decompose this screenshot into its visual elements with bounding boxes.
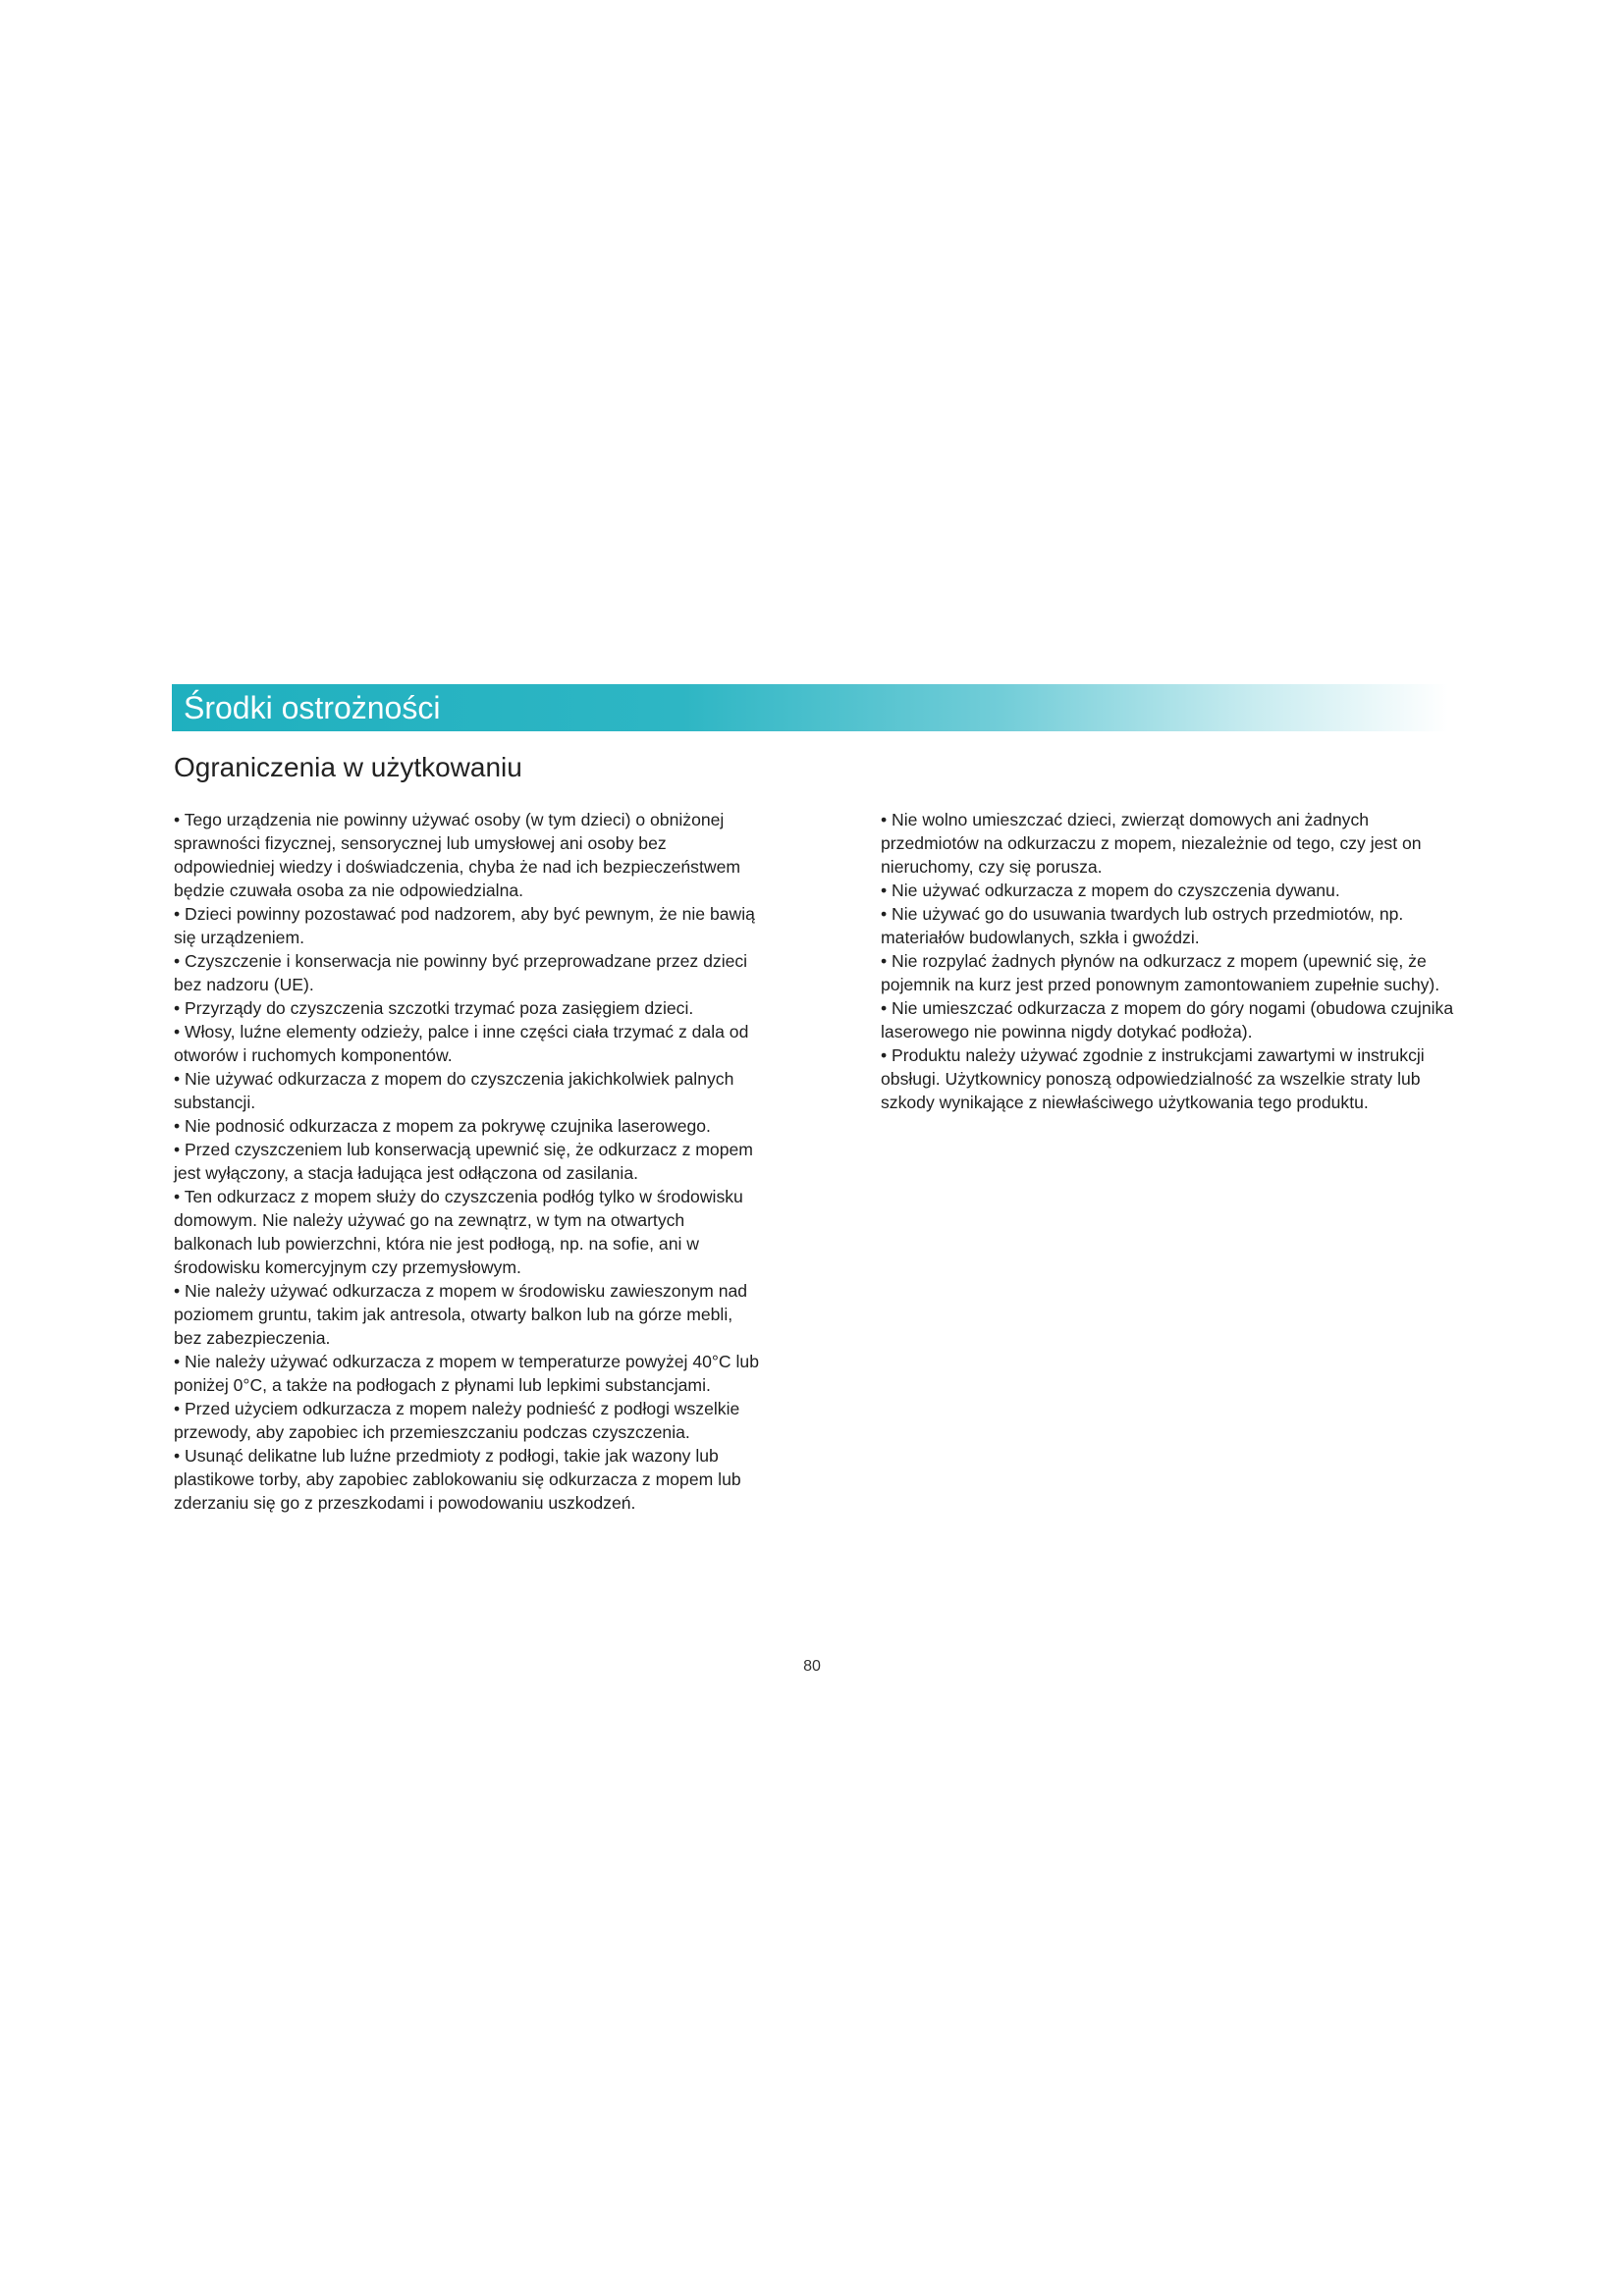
left-paragraph: • Przed użyciem odkurzacza z mopem należy podnieść z podłogi wszelkie przewody, aby zapobiec ich przemieszczaniu podczas czyszczenia. [174,1399,740,1442]
right-paragraph: • Nie używać go do usuwania twardych lub ostrych przedmiotów, np. materiałów budowlanych, szkła i gwoździ. [881,904,1404,947]
left-column [174,808,763,1515]
left-paragraph: • Czyszczenie i konserwacja nie powinny być przeprowadzane przez dzieci bez nadzoru (UE). [174,951,748,994]
left-paragraph: • Włosy, luźne elementy odzieży, palce i inne części ciała trzymać z dala od otworów i ruchomych komponentów. [174,1022,749,1065]
right-paragraph: • Nie używać odkurzacza z mopem do czyszczenia dywanu. [881,881,1340,900]
left-paragraph: • Tego urządzenia nie powinny używać osoby (w tym dzieci) o obniżonej sprawności fizycznej, sensorycznej lub umysłowej ani osoby bez odpowiedniej wiedzy i doświadczenia, chyba że nad ich bezpieczeństwem będzie czuwała osoba za nie odpowiedzialna. [174,810,741,900]
section-title-bar [172,684,1448,731]
page-number: 80 [803,1658,821,1675]
right-column [881,808,1470,1114]
left-paragraph: • Ten odkurzacz z mopem służy do czyszczenia podłóg tylko w środowisku domowym. Nie należy używać go na zewnątrz, w tym na otwartych balkonach lub powierzchni, która nie jest podłogą, np. na sofie, ani w środowisku komercyjnym czy przemysłowym. [174,1187,743,1277]
left-paragraph: • Usunąć delikatne lub luźne przedmioty z podłogi, takie jak wazony lub plastikowe torby, aby zapobiec zablokowaniu się odkurzacza z mopem lub zderzaniu się go z przeszkodami i powodowaniu uszkodzeń. [174,1446,741,1513]
left-paragraph: • Nie podnosić odkurzacza z mopem za pokrywę czujnika laserowego. [174,1116,711,1136]
right-paragraph: • Nie rozpylać żadnych płynów na odkurzacz z mopem (upewnić się, że pojemnik na kurz jest przed ponownym zamontowaniem zupełnie suchy). [881,951,1440,994]
left-paragraph: • Przyrządy do czyszczenia szczotki trzymać poza zasięgiem dzieci. [174,998,694,1018]
left-paragraph: • Nie należy używać odkurzacza z mopem w temperaturze powyżej 40°C lub poniżej 0°C, a także na podłogach z płynami lub lepkimi substancjami. [174,1352,759,1395]
left-paragraph: • Nie używać odkurzacza z mopem do czyszczenia jakichkolwiek palnych substancji. [174,1069,734,1112]
subsection-title: Ograniczenia w użytkowaniu [174,752,522,782]
right-paragraph: • Produktu należy używać zgodnie z instrukcjami zawartymi w instrukcji obsługi. Użytkownicy ponoszą odpowiedzialność za wszelkie straty lub szkody wynikające z niewłaściwego użytkowania tego produktu. [881,1045,1425,1112]
left-paragraph: • Nie należy używać odkurzacza z mopem w środowisku zawieszonym nad poziomem gruntu, takim jak antresola, otwarty balkon lub na górze mebli, bez zabezpieczenia. [174,1281,748,1348]
left-paragraph: • Przed czyszczeniem lub konserwacją upewnić się, że odkurzacz z mopem jest wyłączony, a stacja ładująca jest odłączona od zasilania. [174,1140,753,1183]
left-paragraph: • Dzieci powinny pozostawać pod nadzorem, aby być pewnym, że nie bawią się urządzeniem. [174,904,755,947]
right-paragraph: • Nie umieszczać odkurzacza z mopem do góry nogami (obudowa czujnika laserowego nie powinna nigdy dotykać podłoża). [881,998,1454,1041]
section-title: Środki ostrożności [184,690,441,725]
right-paragraph: • Nie wolno umieszczać dzieci, zwierząt domowych ani żadnych przedmiotów na odkurzaczu z mopem, niezależnie od tego, czy jest on nieruchomy, czy się porusza. [881,810,1422,877]
